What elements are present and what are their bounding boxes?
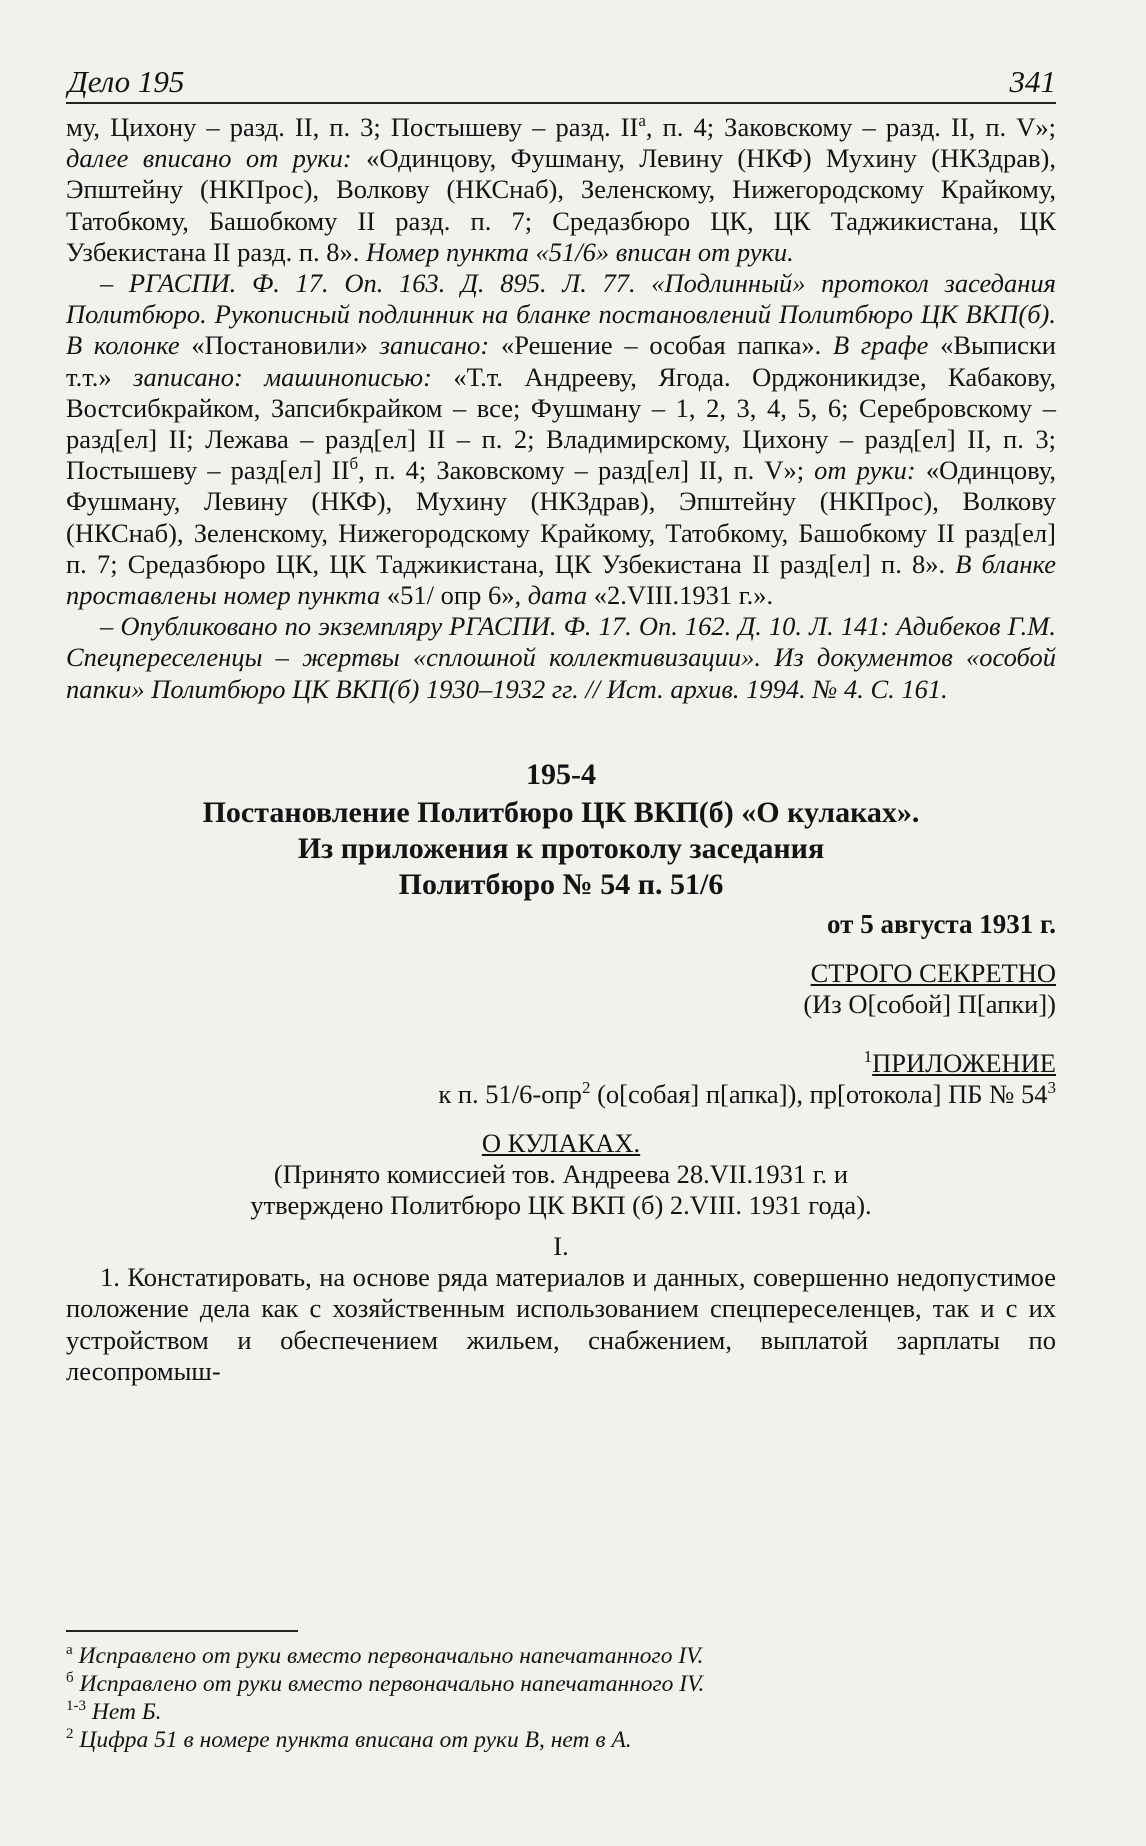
footnote (66, 1670, 1056, 1698)
paragraph-distribution-list (66, 112, 1056, 268)
text-italic: записано: (367, 330, 501, 361)
footnote-ref: а (638, 111, 646, 131)
text-italic: от руки: (814, 455, 916, 486)
text: (о[собая] п[апка]), пр[отокола] ПБ № 54 (590, 1079, 1048, 1110)
footnote-ref: 1 (863, 1047, 873, 1067)
footnote-text: Нет Б. (91, 1699, 162, 1725)
running-header (66, 58, 1056, 104)
footnote-ref: 3 (1047, 1078, 1056, 1098)
text: «Решение – особая папка». (500, 330, 822, 361)
resolution-approval-line: (Принято комиссией тов. Андреева 28.VII.1931 г. и (273, 1159, 849, 1190)
document-number: 195-4 (526, 757, 596, 791)
footnote-mark: б (66, 1670, 74, 1687)
page-number: 341 (1009, 64, 1056, 99)
footnote (66, 1698, 1056, 1726)
text: «Одинцову, Фушману, Левину (НКФ) Мухину (НКЗдрав), Эпштейну (НКПрос), Волкову (НКСнаб), Зеленскому, Нижегородскому Крайкому, Татобкому, Башобкому II разд. п. 7; Средазбюро ЦК, ЦК Таджикистана, ЦК Узбекистана II разд. п. 8». (66, 143, 1056, 267)
resolution-approval-line: утверждено Политбюро ЦК ВКП (б) 2.VIII. 1931 года). (250, 1190, 872, 1221)
text-italic: записано: машинописью: (111, 361, 454, 392)
footnote-mark: а (66, 1642, 73, 1659)
text: «51/ опр 6» (386, 580, 515, 611)
resolution-heading (66, 1128, 1056, 1221)
text-italic: В графе (821, 330, 941, 361)
footnote (66, 1726, 1056, 1754)
section-number: I. (553, 1231, 569, 1262)
secrecy-folder: (Из О[собой] П[апки]) (803, 989, 1056, 1020)
text: «Одинцову, Фушману, Левину (НКФ), Мухину (НКЗдрав), Эпштейну (НКПрос), Волкову (НКСнаб), Зеленскому, Нижегородскому Крайкому, Татобкому, Башобкому II разд[ел] п. 7; Средазбюро ЦК, ЦК Таджикистана, ЦК Узбекистана II разд[ел] п. 8». (66, 455, 1056, 579)
text-italic: далее вписано от руки: (66, 143, 352, 174)
appendix-heading (66, 1048, 1056, 1110)
main-text (66, 112, 1056, 1387)
appendix-title: ПРИЛОЖЕНИЕ (872, 1048, 1056, 1079)
text: му, Цихону – разд. II, п. 3; Постышеву – разд. II (66, 112, 639, 142)
footnote-mark: 1-3 (66, 1698, 86, 1715)
footnotes (66, 1642, 1056, 1754)
document-title-line: Политбюро № 54 п. 51/6 (398, 867, 724, 901)
footnote-ref: 2 (581, 1078, 591, 1098)
text: «Т.т. Андрееву, Ягода. Орджоникидзе, Кабакову, Востсибкрайком, Запсибкрайком – все; Фушману – 1, 2, 3, 4, 5, 6; Серебровскому – разд[ел] II; Лежава – разд[ел] II – п. 2; Владимирскому, Цихону – разд[ел] II, п. 3; Постышеву – разд[ел] II (66, 361, 1056, 486)
text: «Постановили» (191, 330, 368, 361)
text: , п. 4; Заковскому – разд. II, п. V»; (645, 112, 1057, 142)
footnote-ref: б (349, 454, 359, 474)
paragraph-publication-note: – Опубликовано по экземпляру РГАСПИ. Ф. 17. Оп. 162. Д. 10. Л. 141: Адибеков Г.М. Спецпереселенцы – жертвы «сплошной коллективизации». Из документов «особой папки» Политбюро ЦК ВКП(б) 1930–1932 гг. // Ист. архив. 1994. № 4. С. 161. (66, 611, 1056, 704)
text-italic: , дата (514, 580, 594, 611)
paragraph-archive-note (66, 268, 1056, 611)
text: «2.VIII.1931 г.». (593, 580, 774, 611)
text-italic: – РГАСПИ. Ф. 17. Оп. 163. Д. 895. Л. 77. «Подлинный» протокол заседания Политбюро. Рукописный подлинник на бланке постановлений Политбюро ЦК ВКП(б). В колонке (66, 268, 1056, 361)
secrecy-label: СТРОГО СЕКРЕТНО (810, 958, 1056, 989)
document-title-line: Из приложения к протоколу заседания (297, 831, 825, 865)
text: «Выписки т.т.» (66, 330, 1056, 392)
header-case-title: Дело 195 (68, 64, 185, 99)
paragraph-item-1: 1. Констатировать, на основе ряда материалов и данных, совершенно недопустимое положение дела как с хозяйственным использованием спецпереселенцев, так и с их устройством и обеспечением жильем, снабжением, выплатой зарплаты по лесопромыш- (66, 1262, 1056, 1386)
footnote (66, 1642, 1056, 1670)
document-date: от 5 августа 1931 г. (827, 908, 1056, 939)
document-title (66, 795, 1056, 903)
text-italic: В бланке проставлены номер пункта (66, 548, 1056, 611)
text: , п. 4; Заковскому – разд[ел] II, п. V»; (358, 455, 815, 486)
footnote-text: Исправлено от руки вместо первоначально напечатанного IV. (78, 1643, 704, 1669)
document-title-line: Постановление Политбюро ЦК ВКП(б) «О кулаках». (202, 795, 920, 829)
footnote-mark: 2 (66, 1726, 74, 1743)
footnote-text: Цифра 51 в номере пункта вписана от руки В, нет в А. (79, 1727, 632, 1753)
text: к п. 51/6-опр (438, 1079, 582, 1110)
text-italic: Номер пункта «51/6» вписан от руки. (366, 236, 794, 267)
secrecy-stamp (66, 958, 1056, 1020)
footnote-divider (66, 1630, 298, 1632)
footnote-text: Исправлено от руки вместо первоначально напечатанного IV. (79, 1671, 705, 1697)
resolution-title: О КУЛАКАХ. (481, 1128, 641, 1159)
